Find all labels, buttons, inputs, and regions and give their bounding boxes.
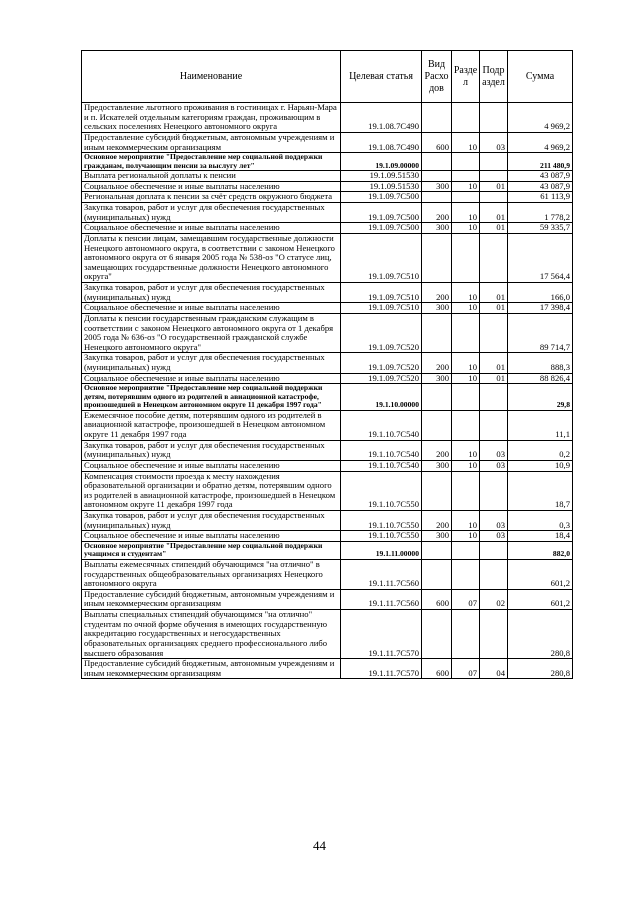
cell-name: Выплаты ежемесячных стипендий обучающимся "на отлично" в государственных общеобразовательных организациях Ненецкого автономного округа — [82, 559, 341, 589]
cell-sum: 59 335,7 — [508, 223, 573, 234]
cell-subsection: 04 — [480, 659, 508, 679]
cell-type: 300 — [422, 303, 452, 314]
cell-section: 10 — [452, 132, 480, 152]
cell-name: Основное мероприятие "Предоставление мер социальной поддержки гражданам, получающим пенсии за выслугу лет" — [82, 153, 341, 171]
cell-name: Социальное обеспечение и иные выплаты населению — [82, 181, 341, 192]
table-row — [82, 313, 573, 353]
cell-type: 200 — [422, 353, 452, 373]
cell-name: Основное мероприятие "Предоставление мер социальной поддержки детям, потерявшим одного из родителей в авиационной катастрофе, произошедшей в Ненецком автономном округе 11 декабря 1997 года" — [82, 384, 341, 411]
table-row — [82, 132, 573, 152]
cell-name: Ежемесячное пособие детям, потерявшим одного из родителей в авиационной катастрофе, произошедшей в Ненецком автономном округе 11 декабря 1997 года — [82, 410, 341, 440]
table-row — [82, 233, 573, 282]
table-row — [82, 610, 573, 659]
cell-code: 19.1.10.7С550 — [341, 531, 422, 542]
cell-code: 19.1.09.00000 — [341, 153, 422, 171]
cell-sum: 601,2 — [508, 589, 573, 609]
cell-subsection: 03 — [480, 511, 508, 531]
header-subsection: Подр аздел — [480, 51, 508, 103]
cell-subsection: 01 — [480, 283, 508, 303]
cell-subsection: 01 — [480, 373, 508, 384]
cell-type: 200 — [422, 511, 452, 531]
cell-type — [422, 541, 452, 559]
cell-type: 300 — [422, 460, 452, 471]
cell-code: 19.1.09.7С510 — [341, 233, 422, 282]
cell-code: 19.1.09.7С520 — [341, 373, 422, 384]
cell-type: 200 — [422, 283, 452, 303]
cell-subsection — [480, 610, 508, 659]
cell-section: 07 — [452, 659, 480, 679]
cell-code: 19.1.09.7С500 — [341, 192, 422, 203]
cell-sum: 11,1 — [508, 410, 573, 440]
cell-sum: 4 969,2 — [508, 103, 573, 133]
cell-sum: 0,2 — [508, 440, 573, 460]
cell-section: 10 — [452, 303, 480, 314]
cell-sum: 29,8 — [508, 384, 573, 411]
cell-code: 19.1.09.51530 — [341, 171, 422, 182]
cell-type: 600 — [422, 659, 452, 679]
cell-subsection — [480, 471, 508, 511]
table-row — [82, 410, 573, 440]
cell-sum: 888,3 — [508, 353, 573, 373]
cell-section: 10 — [452, 531, 480, 542]
cell-name: Закупка товаров, работ и услуг для обеспечения государственных (муниципальных) нужд — [82, 283, 341, 303]
table-row — [82, 541, 573, 559]
cell-name: Предоставление субсидий бюджетным, автономным учреждениям и иным некоммерческим организациям — [82, 659, 341, 679]
cell-code: 19.1.09.7С510 — [341, 283, 422, 303]
cell-subsection — [480, 559, 508, 589]
cell-code: 19.1.09.7С500 — [341, 223, 422, 234]
cell-type — [422, 410, 452, 440]
cell-type: 300 — [422, 373, 452, 384]
cell-subsection — [480, 153, 508, 171]
cell-name: Выплата региональной доплаты к пенсии — [82, 171, 341, 182]
table-row — [82, 283, 573, 303]
cell-subsection — [480, 384, 508, 411]
cell-name: Выплаты специальных стипендий обучающимся "на отлично" студентам по очной форме обучения в имеющих государственную аккредитацию государственных и негосударственных образовательных организациях среднего профессионального либо высшего образования — [82, 610, 341, 659]
cell-sum: 10,9 — [508, 460, 573, 471]
cell-type: 600 — [422, 132, 452, 152]
table-row — [82, 531, 573, 542]
cell-sum: 17 564,4 — [508, 233, 573, 282]
table-row — [82, 460, 573, 471]
cell-name: Социальное обеспечение и иные выплаты населению — [82, 223, 341, 234]
cell-name: Основное мероприятие "Предоставление мер социальной поддержки учащимся и студентам" — [82, 541, 341, 559]
cell-code: 19.1.10.7С540 — [341, 460, 422, 471]
cell-subsection — [480, 541, 508, 559]
cell-code: 19.1.10.7С550 — [341, 471, 422, 511]
cell-code: 19.1.09.51530 — [341, 181, 422, 192]
cell-type — [422, 233, 452, 282]
cell-sum: 61 113,9 — [508, 192, 573, 203]
cell-name: Региональная доплата к пенсии за счёт средств окружного бюджета — [82, 192, 341, 203]
cell-subsection — [480, 313, 508, 353]
cell-type — [422, 171, 452, 182]
cell-section: 10 — [452, 440, 480, 460]
cell-sum: 17 398,4 — [508, 303, 573, 314]
cell-name: Социальное обеспечение и иные выплаты населению — [82, 373, 341, 384]
table-header-row — [82, 51, 573, 103]
page-number: 44 — [313, 838, 326, 853]
cell-name: Социальное обеспечение и иные выплаты населению — [82, 303, 341, 314]
cell-name: Социальное обеспечение и иные выплаты населению — [82, 531, 341, 542]
cell-name: Закупка товаров, работ и услуг для обеспечения государственных (муниципальных) нужд — [82, 203, 341, 223]
cell-name: Закупка товаров, работ и услуг для обеспечения государственных (муниципальных) нужд — [82, 511, 341, 531]
cell-section: 10 — [452, 203, 480, 223]
cell-section — [452, 384, 480, 411]
cell-section — [452, 471, 480, 511]
table-row — [82, 353, 573, 373]
cell-section: 10 — [452, 460, 480, 471]
cell-subsection: 03 — [480, 132, 508, 152]
cell-code: 19.1.09.7С520 — [341, 313, 422, 353]
table-row — [82, 471, 573, 511]
cell-name: Закупка товаров, работ и услуг для обеспечения государственных (муниципальных) нужд — [82, 353, 341, 373]
cell-code: 19.1.09.7С520 — [341, 353, 422, 373]
cell-code: 19.1.11.7С570 — [341, 659, 422, 679]
table-row — [82, 659, 573, 679]
cell-name: Закупка товаров, работ и услуг для обеспечения государственных (муниципальных) нужд — [82, 440, 341, 460]
cell-subsection — [480, 233, 508, 282]
table-row — [82, 373, 573, 384]
cell-sum: 211 480,9 — [508, 153, 573, 171]
cell-section — [452, 103, 480, 133]
cell-type — [422, 103, 452, 133]
cell-code: 19.1.09.7С500 — [341, 203, 422, 223]
cell-subsection: 03 — [480, 440, 508, 460]
cell-sum: 0,3 — [508, 511, 573, 531]
cell-subsection: 02 — [480, 589, 508, 609]
cell-name: Доплаты к пенсии лицам, замещавшим государственные должности Ненецкого автономного округа, в соответствии с законом Ненецкого автономного округа от 6 января 2005 года № 538-оз "О статусе лиц, замещающих государственные должности Ненецкого автономного округа" — [82, 233, 341, 282]
cell-code: 19.1.08.7С490 — [341, 132, 422, 152]
table-row — [82, 511, 573, 531]
table-row — [82, 303, 573, 314]
cell-sum: 882,0 — [508, 541, 573, 559]
cell-subsection — [480, 171, 508, 182]
cell-subsection — [480, 192, 508, 203]
cell-subsection: 01 — [480, 303, 508, 314]
cell-section: 10 — [452, 511, 480, 531]
cell-type: 200 — [422, 440, 452, 460]
cell-section: 07 — [452, 589, 480, 609]
cell-subsection: 03 — [480, 460, 508, 471]
cell-section — [452, 541, 480, 559]
cell-code: 19.1.10.7С540 — [341, 410, 422, 440]
cell-subsection — [480, 410, 508, 440]
cell-type — [422, 610, 452, 659]
cell-section — [452, 313, 480, 353]
table-row — [82, 589, 573, 609]
table-row — [82, 181, 573, 192]
cell-type: 300 — [422, 223, 452, 234]
cell-subsection: 01 — [480, 223, 508, 234]
cell-sum: 88 826,4 — [508, 373, 573, 384]
table-row — [82, 192, 573, 203]
cell-sum: 43 087,9 — [508, 171, 573, 182]
header-code: Целевая статья — [341, 51, 422, 103]
header-section: Разде л — [452, 51, 480, 103]
cell-section: 10 — [452, 181, 480, 192]
cell-code: 19.1.10.00000 — [341, 384, 422, 411]
cell-type — [422, 471, 452, 511]
cell-section: 10 — [452, 373, 480, 384]
cell-type: 300 — [422, 531, 452, 542]
cell-section — [452, 192, 480, 203]
table-row — [82, 223, 573, 234]
cell-section: 10 — [452, 283, 480, 303]
table-row — [82, 384, 573, 411]
cell-code: 19.1.10.7С540 — [341, 440, 422, 460]
cell-name: Предоставление субсидий бюджетным, автономным учреждениям и иным некоммерческим организациям — [82, 132, 341, 152]
cell-type: 300 — [422, 181, 452, 192]
table-row — [82, 103, 573, 133]
cell-type — [422, 313, 452, 353]
header-type: Вид Расхо дов — [422, 51, 452, 103]
cell-section — [452, 171, 480, 182]
cell-code: 19.1.11.7С560 — [341, 559, 422, 589]
table-row — [82, 153, 573, 171]
cell-section — [452, 559, 480, 589]
cell-code: 19.1.10.7С550 — [341, 511, 422, 531]
cell-name: Социальное обеспечение и иные выплаты населению — [82, 460, 341, 471]
cell-sum: 166,0 — [508, 283, 573, 303]
cell-type — [422, 192, 452, 203]
cell-type — [422, 559, 452, 589]
cell-sum: 280,8 — [508, 610, 573, 659]
cell-section — [452, 233, 480, 282]
cell-type: 600 — [422, 589, 452, 609]
cell-sum: 43 087,9 — [508, 181, 573, 192]
cell-sum: 4 969,2 — [508, 132, 573, 152]
cell-sum: 89 714,7 — [508, 313, 573, 353]
table-row — [82, 171, 573, 182]
cell-name: Предоставление субсидий бюджетным, автономным учреждениям и иным некоммерческим организациям — [82, 589, 341, 609]
cell-type: 200 — [422, 203, 452, 223]
cell-name: Предоставление льготного проживания в гостиницах г. Нарьян-Мара и п. Искателей отдельным категориям граждан, проживающим в сельских поселениях Ненецкого автономного округа — [82, 103, 341, 133]
table-row — [82, 440, 573, 460]
cell-sum: 601,2 — [508, 559, 573, 589]
header-name: Наименование — [82, 51, 341, 103]
header-sum: Сумма — [508, 51, 573, 103]
cell-section: 10 — [452, 223, 480, 234]
cell-subsection: 03 — [480, 531, 508, 542]
cell-section: 10 — [452, 353, 480, 373]
cell-name: Доплаты к пенсии государственным гражданским служащим в соответствии с законом Ненецкого автономного округа от 1 декабря 2005 года № 636-оз "О государственной гражданской службе Ненецкого автономного округа" — [82, 313, 341, 353]
cell-subsection: 01 — [480, 203, 508, 223]
cell-section — [452, 610, 480, 659]
cell-name: Компенсация стоимости проезда к месту нахождения образовательной организации и обратно детям, потерявшим одного из родителей в авиационной катастрофе, произошедшей в Ненецком автономном округе 11 декабря 1997 года — [82, 471, 341, 511]
cell-code: 19.1.11.7С570 — [341, 610, 422, 659]
table-row — [82, 203, 573, 223]
budget-table — [81, 50, 573, 679]
table-row — [82, 559, 573, 589]
cell-type — [422, 153, 452, 171]
cell-subsection: 01 — [480, 181, 508, 192]
cell-code: 19.1.11.00000 — [341, 541, 422, 559]
cell-code: 19.1.11.7С560 — [341, 589, 422, 609]
cell-subsection — [480, 103, 508, 133]
cell-sum: 280,8 — [508, 659, 573, 679]
cell-subsection: 01 — [480, 353, 508, 373]
cell-sum: 18,4 — [508, 531, 573, 542]
cell-sum: 1 778,2 — [508, 203, 573, 223]
cell-code: 19.1.09.7С510 — [341, 303, 422, 314]
cell-type — [422, 384, 452, 411]
cell-section — [452, 410, 480, 440]
cell-code: 19.1.08.7С490 — [341, 103, 422, 133]
cell-section — [452, 153, 480, 171]
cell-sum: 18,7 — [508, 471, 573, 511]
